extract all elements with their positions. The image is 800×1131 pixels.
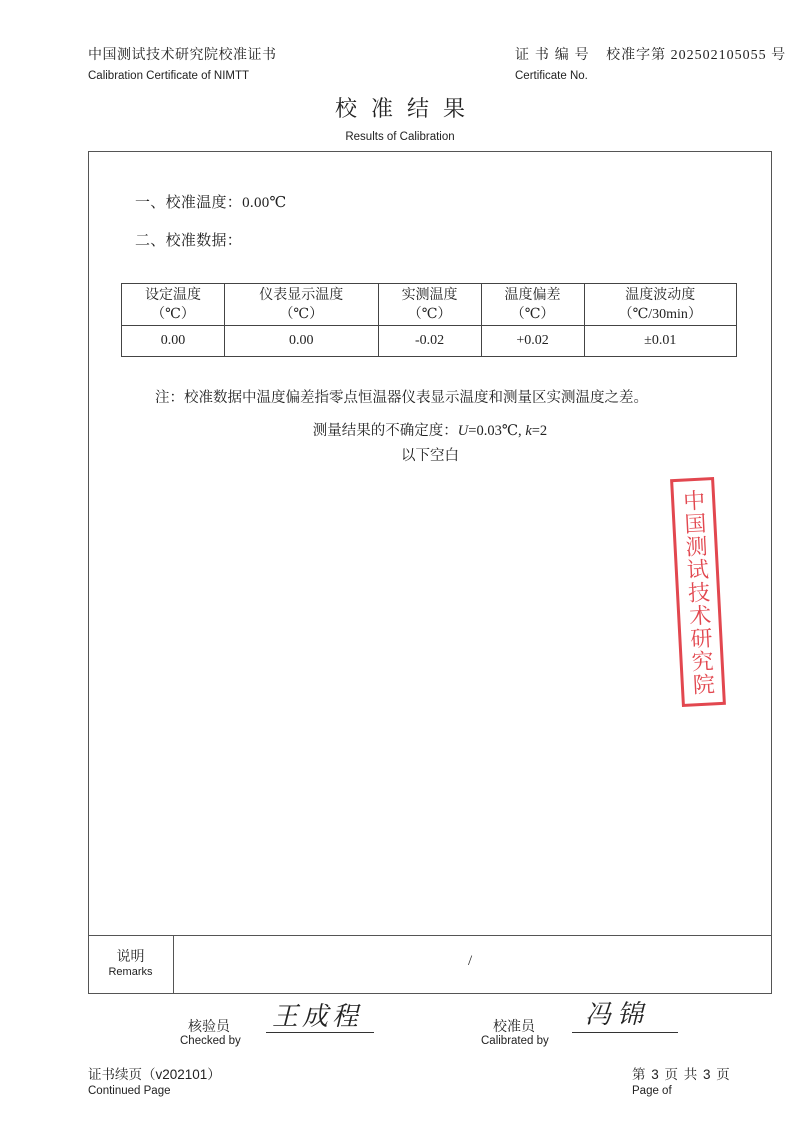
page-subtitle: Results of Calibration [345, 131, 455, 143]
remarks-row [88, 935, 772, 994]
table-header-cell: 温度波动度 （℃/30min） [584, 284, 736, 326]
page-title: 校准结果 [334, 96, 479, 121]
table-row [122, 326, 737, 357]
uncertainty-statement: 测量结果的不确定度：U=0.03℃, k=2 [312, 423, 548, 439]
checked-by-label-en: Checked by [180, 1035, 241, 1047]
cert-no-label: 证 书 编 号 [515, 46, 590, 62]
table-header-cell: 实测温度 （℃） [378, 284, 481, 326]
results-frame [88, 151, 772, 994]
remarks-divider [173, 935, 174, 994]
table-cell: -0.02 [378, 326, 481, 357]
stamp-text: 中国测试技术研究院 [680, 487, 716, 697]
table-cell: ±0.01 [584, 326, 736, 357]
certificate-number [515, 44, 786, 64]
table-cell: 0.00 [224, 326, 378, 357]
page-number-en: Page of [632, 1085, 672, 1097]
table-cell: 0.00 [122, 326, 225, 357]
calibrated-by-label-en: Calibrated by [481, 1035, 549, 1047]
checked-by-signature: 王成程 [272, 1002, 363, 1031]
calibration-data-table [121, 283, 737, 357]
remarks-label-en: Remarks [108, 966, 153, 978]
calibrated-by-label-cn: 校准员 [493, 1018, 535, 1034]
org-name-en: Calibration Certificate of NIMTT [88, 70, 250, 82]
table-header-cell: 温度偏差 （℃） [481, 284, 584, 326]
checked-by-label-cn: 核验员 [188, 1018, 230, 1034]
calibration-temperature: 一、校准温度：0.00℃ [135, 195, 287, 211]
checked-by-signature-line [266, 1032, 374, 1033]
remarks-value: / [468, 953, 473, 969]
continued-page-label-en: Continued Page [88, 1085, 171, 1097]
remarks-label-cn: 说明 [116, 948, 145, 964]
calibration-data-heading: 二、校准数据： [135, 233, 243, 249]
table-header-row [122, 284, 737, 326]
calibrated-by-signature: 冯锦 [585, 1000, 650, 1029]
page-number: 第 3 页 共 3 页 [632, 1067, 731, 1082]
table-note: 注：校准数据中温度偏差指零点恒温器仪表显示温度和测量区实测温度之差。 [155, 390, 648, 406]
blank-below-marker: 以下空白 [401, 448, 459, 464]
org-name-cn: 中国测试技术研究院校准证书 [88, 46, 277, 62]
continued-page-label-cn: 证书续页（v202101） [88, 1067, 221, 1082]
table-header-cell: 仪表显示温度 （℃） [224, 284, 378, 326]
calibrated-by-signature-line [572, 1032, 678, 1033]
table-cell: +0.02 [481, 326, 584, 357]
cert-no-label-en: Certificate No. [515, 70, 588, 82]
table-header-cell: 设定温度 （℃） [122, 284, 225, 326]
cert-no-value: 校准字第 202502105055 号 [606, 48, 787, 63]
